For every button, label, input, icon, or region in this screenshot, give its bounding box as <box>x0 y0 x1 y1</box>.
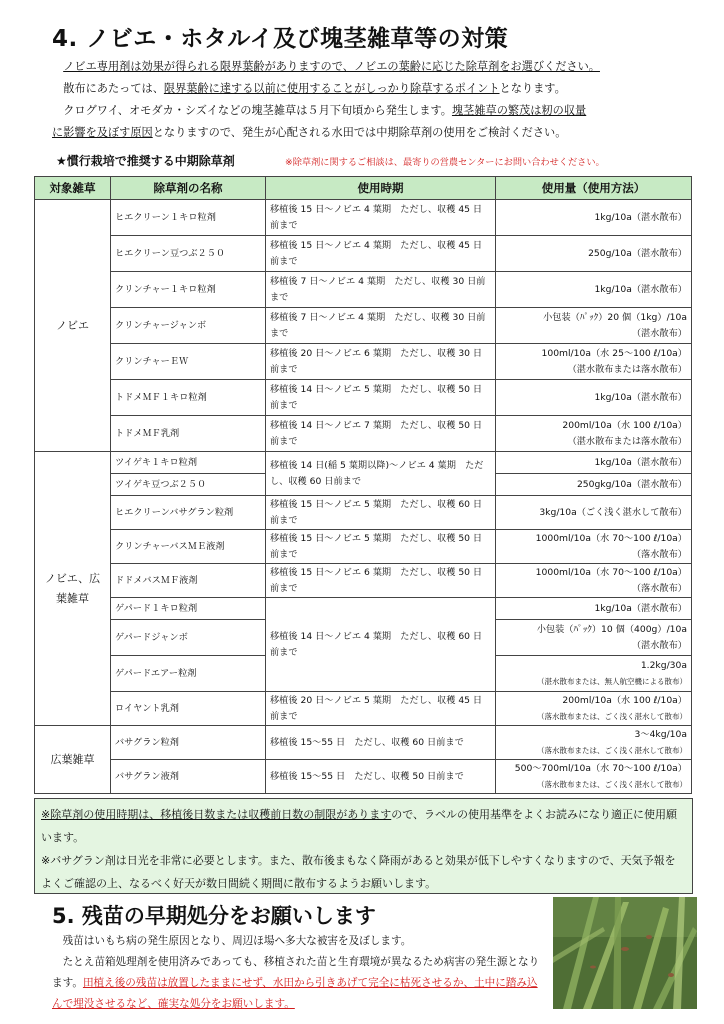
amount-cell <box>496 200 692 236</box>
table-row <box>35 344 692 380</box>
section5-body <box>52 931 540 1015</box>
herbicide-name: ドドメバスＭＦ液剤 <box>111 564 266 598</box>
amount-cell <box>496 236 692 272</box>
herbicide-name: クリンチャーＥＷ <box>111 344 266 380</box>
table-row <box>35 380 692 416</box>
rice-leaf-photo <box>553 897 697 1009</box>
herbicide-name: トドメＭＦ１キロ粒剤 <box>111 380 266 416</box>
amount-cell <box>496 380 692 416</box>
use-period: 移植後 15～55 日 ただし、収穫 50 日前まで <box>266 760 496 794</box>
use-period: 移植後 14 日～ノビエ 7 葉期 ただし、収穫 50 日前まで <box>266 416 496 452</box>
amount: 1kg/10a（湛水散布） <box>594 211 687 223</box>
herbicide-name: ツイゲキ豆つぶ２５０ <box>111 474 266 496</box>
header-use-period: 使用時期 <box>266 177 496 200</box>
table-row <box>35 564 692 598</box>
table-row <box>35 496 692 530</box>
amount: 200ml/10a（水 100 ℓ/10a） <box>562 694 687 706</box>
amount-cell <box>496 598 692 620</box>
amount: 3kg/10a（ごく浅く湛水して散布） <box>539 506 687 518</box>
header-target-weed: 対象雑草 <box>35 177 111 200</box>
amount-cell <box>496 760 692 794</box>
table-row <box>35 760 692 794</box>
amount-method: （湛水散布または、無人航空機による散布） <box>537 676 687 686</box>
table-row <box>35 452 692 474</box>
use-period: 移植後 14 日～ノビエ 5 葉期 ただし、収穫 50 日前まで <box>266 380 496 416</box>
amount-cell <box>496 564 692 598</box>
intro-line4-underlined: に影響を及ぼす原因 <box>52 126 153 139</box>
amount-cell <box>496 272 692 308</box>
table-header-row <box>35 177 692 200</box>
amount-method: （湛水散布または落水散布） <box>567 363 687 375</box>
intro-line3-underlined: 塊茎雑草の繁茂は籾の収量 <box>451 104 587 117</box>
use-period: 移植後 15～55 日 ただし、収穫 60 日前まで <box>266 726 496 760</box>
intro-line2a: 散布にあたっては、 <box>63 82 164 95</box>
amount-cell <box>496 416 692 452</box>
herbicide-name: クリンチャー１キロ粒剤 <box>111 272 266 308</box>
amount: 1kg/10a（湛水散布） <box>594 456 687 468</box>
use-period: 移植後 20 日～ノビエ 6 葉期 ただし、収穫 30 日前まで <box>266 344 496 380</box>
herbicide-name: ヒエクリーンバサグラン粒剤 <box>111 496 266 530</box>
section5-p2: たとえ苗箱処理剤を使用済みであっても、移植された苗と生育環境が異なるため病害の発生源となります。 <box>52 956 540 989</box>
amount-method: （落水散布） <box>631 582 687 594</box>
amount: 1kg/10a（湛水散布） <box>594 391 687 403</box>
section5-title: 5. 残苗の早期処分をお願いします <box>52 904 376 928</box>
use-period: 移植後 14 日～ノビエ 4 葉期 ただし、収穫 60 日前まで <box>266 598 496 692</box>
herbicide-name: ヒエクリーン１キロ粒剤 <box>111 200 266 236</box>
use-period: 移植後 15 日～ノビエ 5 葉期 ただし、収穫 50 日前まで <box>266 530 496 564</box>
amount-cell <box>496 496 692 530</box>
section5-warning: 田植え後の残苗は放置したままにせず、水田から引きあげて完全に枯死させるか、土中に踏み込んで埋没させるなど、確実な処分をお願いします。 <box>52 977 538 1010</box>
table-row <box>35 236 692 272</box>
note1-underlined: ※除草剤の使用時期は、移植後日数または収穫前日数の制限があります <box>41 808 392 821</box>
herbicide-name: ツイゲキ１キロ粒剤 <box>111 452 266 474</box>
table-row <box>35 200 692 236</box>
amount-method: （湛水散布または落水散布） <box>567 435 687 447</box>
herbicide-name: ロイヤント乳剤 <box>111 692 266 726</box>
amount: 200ml/10a（水 100 ℓ/10a） <box>562 419 687 431</box>
table-row <box>35 598 692 620</box>
herbicide-name: クリンチャージャンボ <box>111 308 266 344</box>
intro-line3a: クログワイ、オモダカ・シズイなどの塊茎雑草は５月下旬頃から発生します。 <box>63 104 452 117</box>
table-row <box>35 416 692 452</box>
intro-line2b: となります。 <box>499 82 566 95</box>
amount: 3～4kg/10a <box>634 728 687 740</box>
amount-method: （落水散布または、ごく浅く湛水して散布） <box>537 711 687 721</box>
recommend-title: ★慣行栽培で推奨する中期除草剤 <box>56 154 235 168</box>
amount: 1kg/10a（湛水散布） <box>594 602 687 614</box>
table-row <box>35 726 692 760</box>
amount-cell <box>496 726 692 760</box>
header-amount: 使用量（使用方法） <box>496 177 692 200</box>
amount-method: （湛水散布） <box>631 327 687 339</box>
amount: 小包装（ﾊﾟｯｸ）20 個（1kg）/10a <box>543 311 687 323</box>
use-period: 移植後 15 日～ノビエ 4 葉期 ただし、収穫 45 日前まで <box>266 236 496 272</box>
rice-leaf-photo-graphic <box>553 897 697 1009</box>
amount: 500～700ml/10a（水 70～100 ℓ/10a） <box>514 762 687 774</box>
amount-method: （落水散布） <box>631 548 687 560</box>
amount-method: （落水散布または、ごく浅く湛水して散布） <box>537 745 687 755</box>
note2: ※バサグラン剤は日光を非常に必要とします。また、散布後まもなく降雨があると効果が低下しやすくなりますので、天気予報をよくご確認の上、なるべく好天が数日間続く期間に散布するようお願いします。 <box>41 854 676 890</box>
herbicide-name: トドメＭＦ乳剤 <box>111 416 266 452</box>
amount-cell <box>496 474 692 496</box>
amount-cell <box>496 656 692 692</box>
section5-p1: 残苗はいもち病の発生原因となり、周辺ほ場へ多大な被害を及ぼします。 <box>62 935 412 947</box>
herbicide-name: ゲパードジャンボ <box>111 620 266 656</box>
amount: 1000ml/10a（水 70～100 ℓ/10a） <box>535 532 687 544</box>
table-row <box>35 308 692 344</box>
herbicide-name: ゲパード１キロ粒剤 <box>111 598 266 620</box>
table-row <box>35 692 692 726</box>
category-cell <box>35 452 111 726</box>
amount: 100ml/10a（水 25～100 ℓ/10a） <box>541 347 687 359</box>
amount: 1000ml/10a（水 70～100 ℓ/10a） <box>535 566 687 578</box>
intro-line2-underlined: 限界葉齢に達する以前に使用することがしっかり除草するポイント <box>163 82 500 95</box>
use-period: 移植後 7 日～ノビエ 4 葉期 ただし、収穫 30 日前まで <box>266 308 496 344</box>
amount-cell <box>496 620 692 656</box>
section4-title: 4. ノビエ・ホタルイ及び塊茎雑草等の対策 <box>52 26 509 52</box>
category-cell: 広葉雑草 <box>35 726 111 794</box>
recommend-note: ※除草剤に関するご相談は、最寄りの営農センターにお問い合わせください。 <box>285 157 605 168</box>
amount-cell <box>496 452 692 474</box>
use-period: 移植後 7 日～ノビエ 4 葉期 ただし、収穫 30 日前まで <box>266 272 496 308</box>
amount-cell <box>496 344 692 380</box>
amount-method: （落水散布または、ごく浅く湛水して散布） <box>537 779 687 789</box>
amount: 250gkg/10a（湛水散布） <box>576 478 687 490</box>
use-period: 移植後 15 日～ノビエ 6 葉期 ただし、収穫 50 日前まで <box>266 564 496 598</box>
herbicide-table <box>34 176 692 794</box>
intro-line4b: となりますので、発生が心配される水田では中期除草剤の使用をご検討ください。 <box>152 126 567 139</box>
amount-cell <box>496 692 692 726</box>
category-cell: ノビエ <box>35 200 111 452</box>
herbicide-name: バサグラン粒剤 <box>111 726 266 760</box>
amount: 1kg/10a（湛水散布） <box>594 283 687 295</box>
category-label: ノビエ、広葉雑草 <box>44 571 101 605</box>
usage-notes-box <box>34 798 693 894</box>
amount: 小包装（ﾊﾟｯｸ）10 個（400g）/10a <box>536 623 687 635</box>
amount-cell <box>496 308 692 344</box>
amount: 1.2kg/30a <box>640 659 687 671</box>
table-row <box>35 530 692 564</box>
use-period: 移植後 14 日(稲 5 葉期以降)～ノビエ 4 葉期 ただし、収穫 60 日前まで <box>266 452 496 496</box>
amount: 250g/10a（湛水散布） <box>588 247 687 259</box>
herbicide-name: バサグラン液剤 <box>111 760 266 794</box>
intro-line1: ノビエ専用剤は効果が得られる限界葉齢がありますので、ノビエの葉齢に応じた除草剤をお選びください。 <box>63 60 600 73</box>
amount-cell <box>496 530 692 564</box>
note1-rest: ので、ラベルの使用基準をよくお読みになり適正に使用願います。 <box>41 808 677 844</box>
section4-intro <box>52 56 678 144</box>
table-row <box>35 272 692 308</box>
use-period: 移植後 20 日～ノビエ 5 葉期 ただし、収穫 45 日前まで <box>266 692 496 726</box>
use-period: 移植後 15 日～ノビエ 5 葉期 ただし、収穫 60 日前まで <box>266 496 496 530</box>
header-herbicide-name: 除草剤の名称 <box>111 177 266 200</box>
herbicide-name: クリンチャーバスＭＥ液剤 <box>111 530 266 564</box>
amount-method: （湛水散布） <box>631 639 687 651</box>
use-period: 移植後 15 日～ノビエ 4 葉期 ただし、収穫 45 日前まで <box>266 200 496 236</box>
herbicide-name: ゲパードエアー粒剤 <box>111 656 266 692</box>
herbicide-name: ヒエクリーン豆つぶ２５０ <box>111 236 266 272</box>
